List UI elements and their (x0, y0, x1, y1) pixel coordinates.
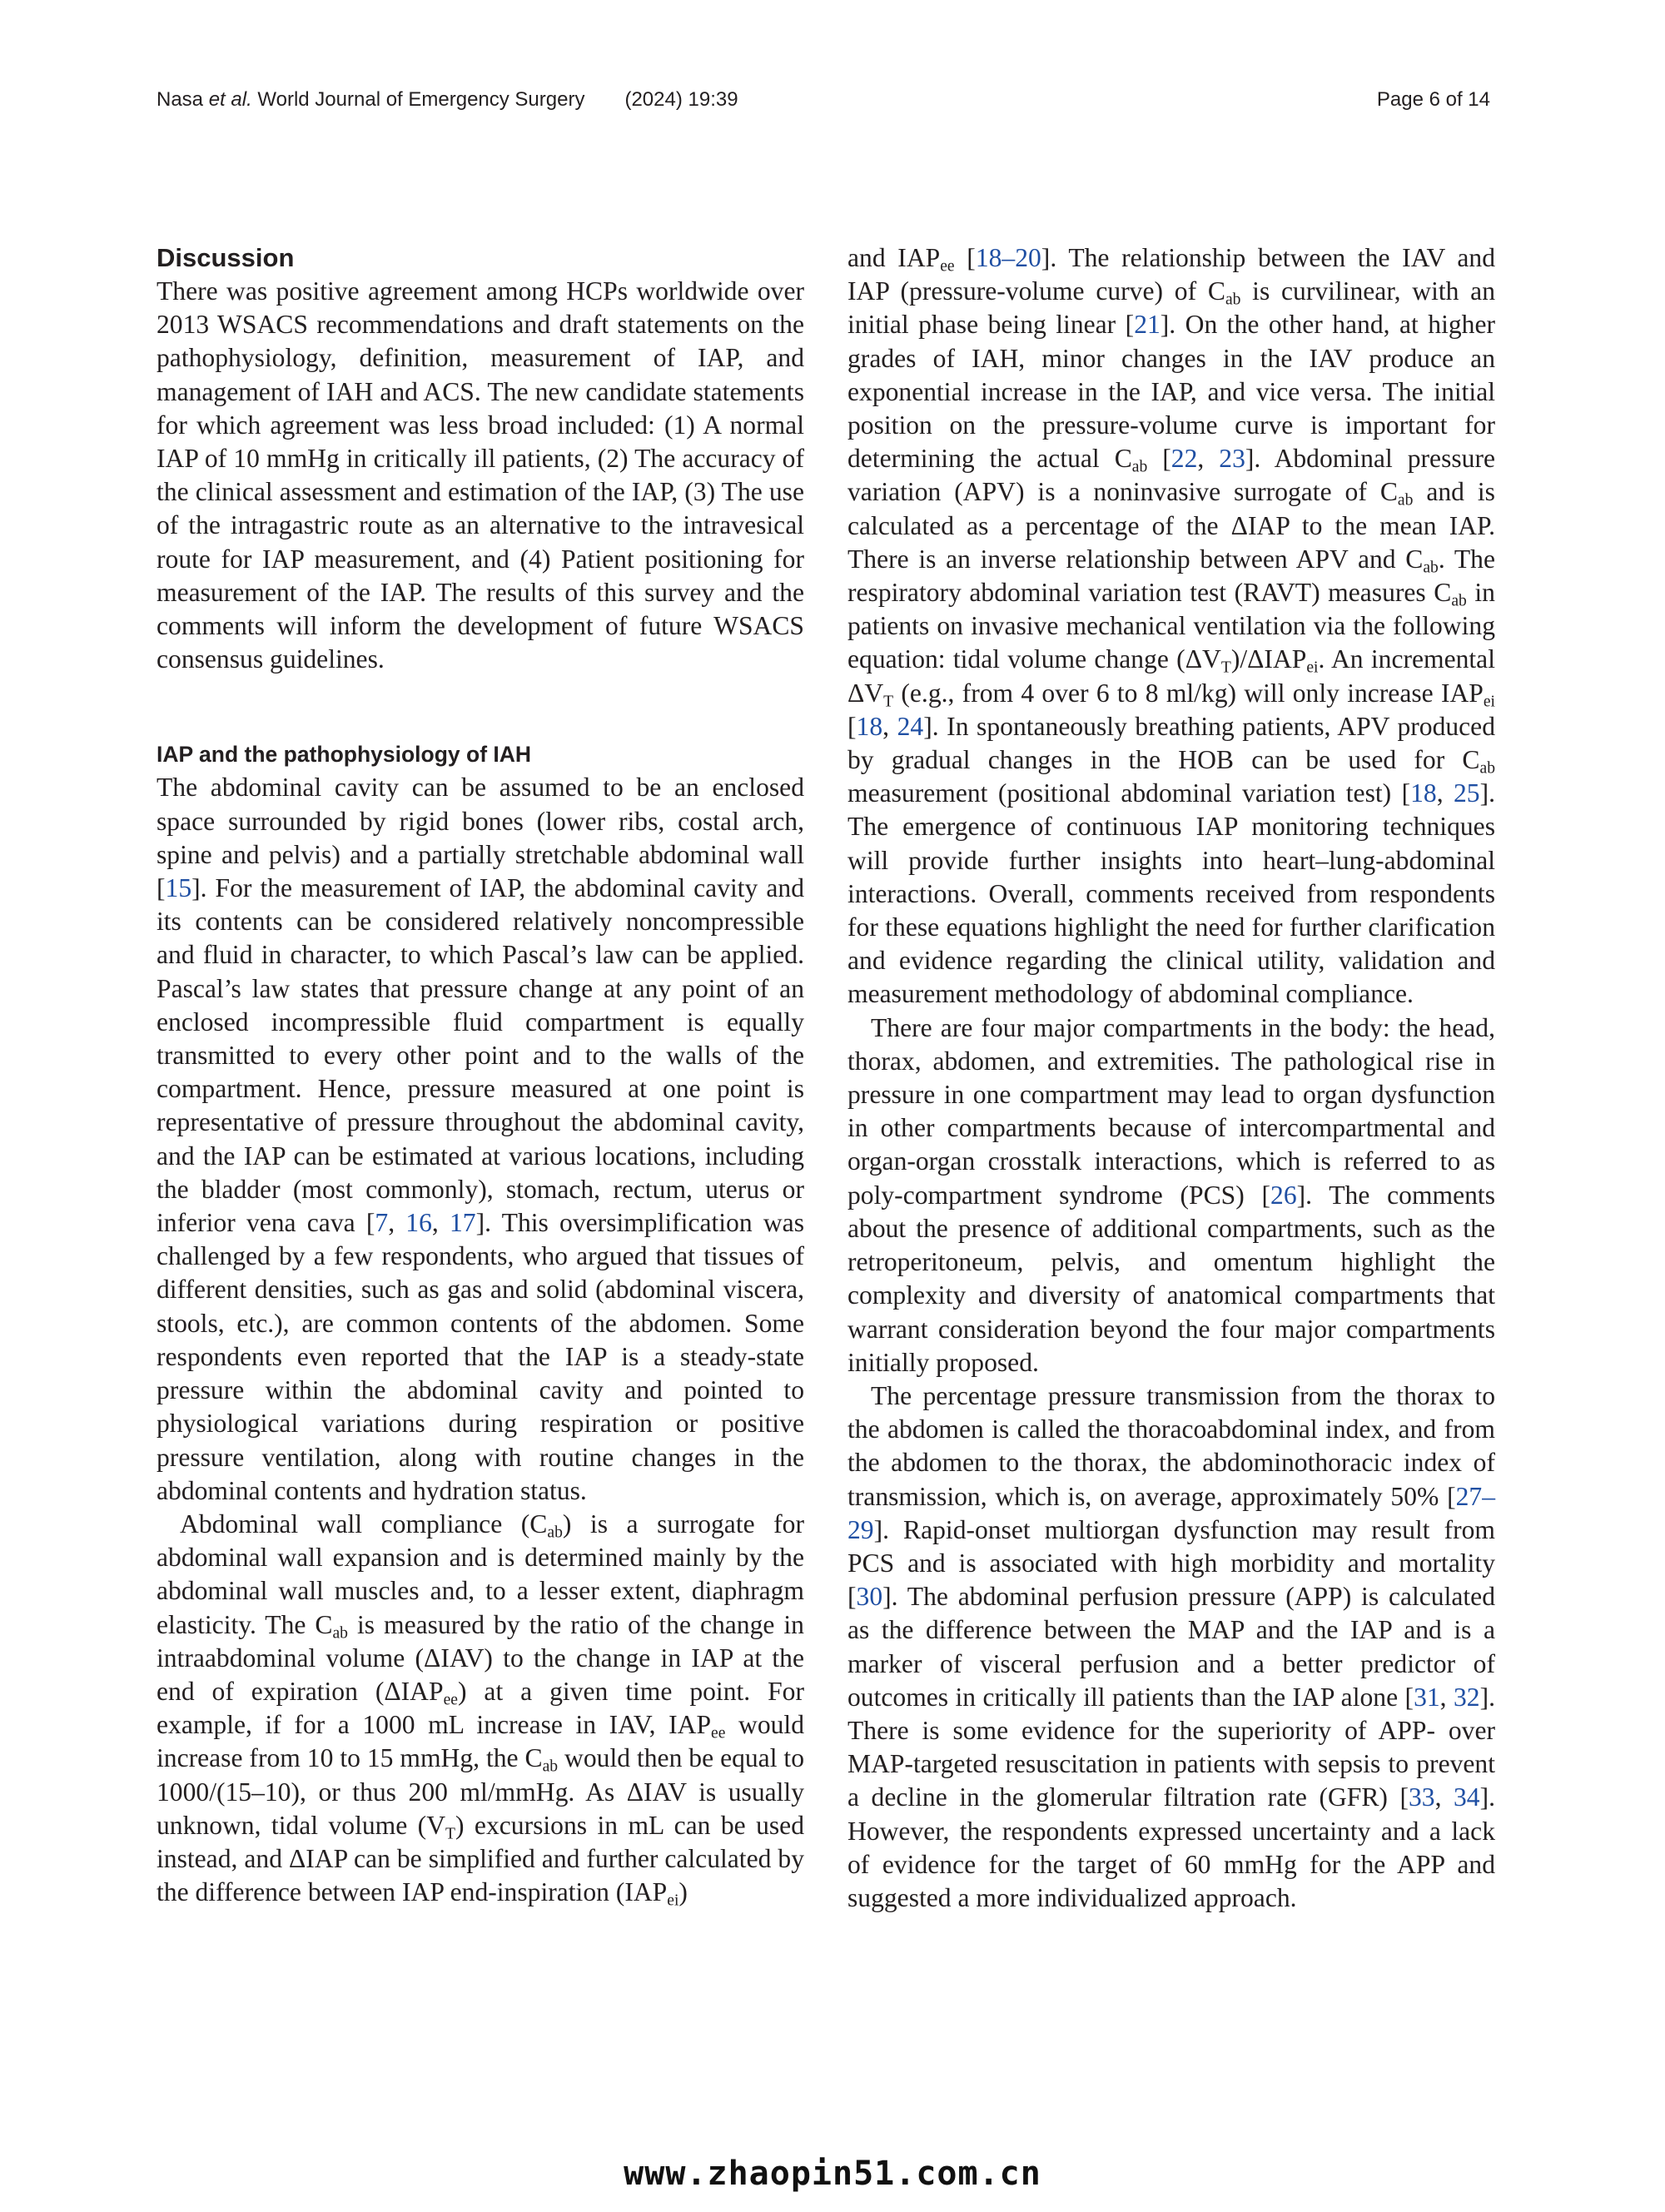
citation-link[interactable]: 31 (1414, 1682, 1440, 1712)
header-etal: et al. (208, 88, 252, 111)
header-citation: (2024) 19:39 (624, 88, 738, 111)
citation-link[interactable]: 25 (1453, 778, 1480, 808)
citation-link[interactable]: 16 (405, 1208, 432, 1238)
citation-link[interactable]: 26 (1270, 1180, 1297, 1210)
citation-link[interactable]: 32 (1453, 1682, 1480, 1712)
citation-link[interactable]: 33 (1408, 1782, 1435, 1812)
citation-link[interactable]: 22 (1170, 444, 1198, 474)
citation-link[interactable]: 27–29 (847, 1481, 1495, 1544)
left-column (157, 241, 804, 1909)
pathophysiology-subheading: IAP and the pathophysiology of IAH (157, 742, 532, 768)
citation-link[interactable]: 7 (375, 1208, 389, 1238)
citation-link[interactable]: 18 (856, 711, 883, 741)
citation-link[interactable]: 18–20 (975, 243, 1041, 272)
running-header: Nasa et al. World Journal of Emergency Surgery (2024) 19:39 (157, 88, 738, 111)
compliance-continued-paragraph: and $IAP_{ee}$ [18–20]. The relationship between the IAV and IAP (pressure-volume curve) of $C_{ab}$ is curvilinear, with an initial phase being linear [21]. On the other hand, at higher grades of IAH, minor changes in the IAV produce an exponential increase in the IAP, and vice versa. The initial position on the pressure-volume curve is important for determining the actual $C_{ab}$ [22, 23]. Abdominal pressure variation (APV) is a noninvasive surrogate of $C_{ab}$ and is calculated as a percentage of the ΔIAP to the mean IAP. There is an inverse relationship between APV and $C_{ab}$. The respiratory abdominal variation test (RAVT) measures $C_{ab}$ in patients on invasive mechanical ventilation via the following equation: tidal volume change $(\Delta V_T)/\Delta IAP_{ei}$. An incremental $\Delta V_T$ (e.g., from 4 over 6 to 8 ml/kg) will only increase $IAP_{ei}$ [18, 24]. In spontaneously breathing patients, APV produced by gradual changes in the HOB can be used for $C_{ab}$ measurement (positional abdominal variation test) [18, 25]. The emergence of continuous IAP monitoring techniques will provide further insights into heart–lung-abdominal interactions. Overall, comments received from respondents for these equations highlight the need for further clarification and evidence regarding the clinical utility, validation and measurement methodology of abdominal compliance. (847, 243, 1496, 1009)
compliance-paragraph: Abdominal wall compliance $(C_{ab})$ is a surrogate for abdominal wall expansion and is determined mainly by the abdominal wall muscles and, to a lesser extent, diaphragm elasticity. The $C_{ab}$ is measured by the ratio of the change in intraabdominal volume (ΔIAV) to the change in IAP at the end of expiration $(\Delta IAP_{ee})$ at a given time point. For example, if for a 1000 mL increase in IAV, $IAP_{ee}$ would increase from 10 to 15 mmHg, the $C_{ab}$ would then be equal to 1000/(15–10), or thus 200 ml/mmHg. As ΔIAV is usually unknown, tidal volume $(V_T)$ excursions in mL can be used instead, and ΔIAP can be simplified and further calculated by the difference between IAP end-inspiration $(IAP_{ei})$ (157, 1509, 805, 1910)
compartments-paragraph: There are four major compartments in the body: the head, thorax, abdomen, and extremities. The pathological rise in pressure in one compartment may lead to organ dysfunction in other compartments because of intercompartmental and organ-organ crosstalk interactions, which is referred to as poly-compartment syndrome (PCS) [26]. The comments about the presence of additional compartments, such as the retroperitoneum, pelvis, and omentum highlight the complexity and diversity of anatomical compartments that warrant consideration beyond the four major compartments initially proposed. (847, 1012, 1495, 1377)
header-journal: World Journal of Emergency Surgery (251, 88, 585, 111)
watermark-url: www.zhaopin51.com.cn (624, 2155, 1041, 2193)
citation-link[interactable]: 23 (1219, 444, 1245, 474)
discussion-heading: Discussion (157, 243, 295, 272)
citation-link[interactable]: 18 (1410, 778, 1437, 808)
pascal-law-paragraph: The abdominal cavity can be assumed to be an enclosed space surrounded by rigid bones (lower ribs, costal arch, spine and pelvis) and a partially stretchable abdominal wall [15]. For the measurement of IAP, the abdominal cavity and its contents can be considered relatively noncompressible and fluid in character, to which Pascal’s law can be applied. Pascal’s law states that pressure change at any point of an enclosed incompressible fluid compartment is equally transmitted to every other point and to the walls of the compartment. Hence, pressure measured at one point is representative of pressure throughout the abdominal cavity, and the IAP can be estimated at various locations, including the bladder (most commonly), stomach, rectum, uterus or inferior vena cava [7, 16, 17]. This oversimplification was challenged by a few respondents, who argued that tissues of different densities, such as gas and solid (abdominal viscera, stools, etc.), are common contents of the abdomen. Some respondents even reported that the IAP is a steady-state pressure within the abdominal cavity and pointed to physiological variations during respiration or positive pressure ventilation, along with routine changes in the abdominal contents and hydration status. (157, 773, 804, 1505)
citation-link[interactable]: 15 (165, 873, 192, 903)
citation-link[interactable]: 30 (856, 1582, 883, 1612)
citation-link[interactable]: 24 (897, 711, 924, 741)
citation-link[interactable]: 21 (1134, 310, 1161, 340)
citation-link[interactable]: 17 (450, 1208, 476, 1238)
right-column (847, 241, 1495, 1915)
citation-link[interactable]: 34 (1453, 1782, 1480, 1812)
discussion-paragraph: There was positive agreement among HCPs worldwide over 2013 WSACS recommendations and draft statements on the pathophysiology, definition, measurement of IAP, and management of IAH and ACS. The new candidate statements for which agreement was less broad included: (1) A normal IAP of 10 mmHg in critically ill patients, (2) The accuracy of the clinical assessment and estimation of the IAP, (3) The use of the intragastric route as an alternative to the intravesical route for IAP measurement, and (4) Patient positioning for measurement of the IAP. The results of this survey and the comments will inform the development of future WSACS consensus guidelines. (157, 276, 804, 674)
page-number: Page 6 of 14 (1376, 88, 1490, 111)
transmission-paragraph: The percentage pressure transmission from the thorax to the abdomen is called the thoracoabdominal index, and from the abdomen to the thorax, the abdominothoracic index of transmission, which is, on average, approximately 50% [27–29]. Rapid-onset multiorgan dysfunction may result from PCS and is associated with high morbidity and mortality [30]. The abdominal perfusion pressure (APP) is calculated as the difference between the MAP and the IAP and is a marker of visceral perfusion and a better predictor of outcomes in critically ill patients than the IAP alone [31, 32]. There is some evidence for the superiority of APP- over MAP-targeted resuscitation in patients with sepsis to prevent a decline in the glomerular filtration rate (GFR) [33, 34]. However, the respondents expressed uncertainty and a lack of evidence for the target of 60 mmHg for the APP and suggested a more individualized approach. (847, 1380, 1495, 1912)
